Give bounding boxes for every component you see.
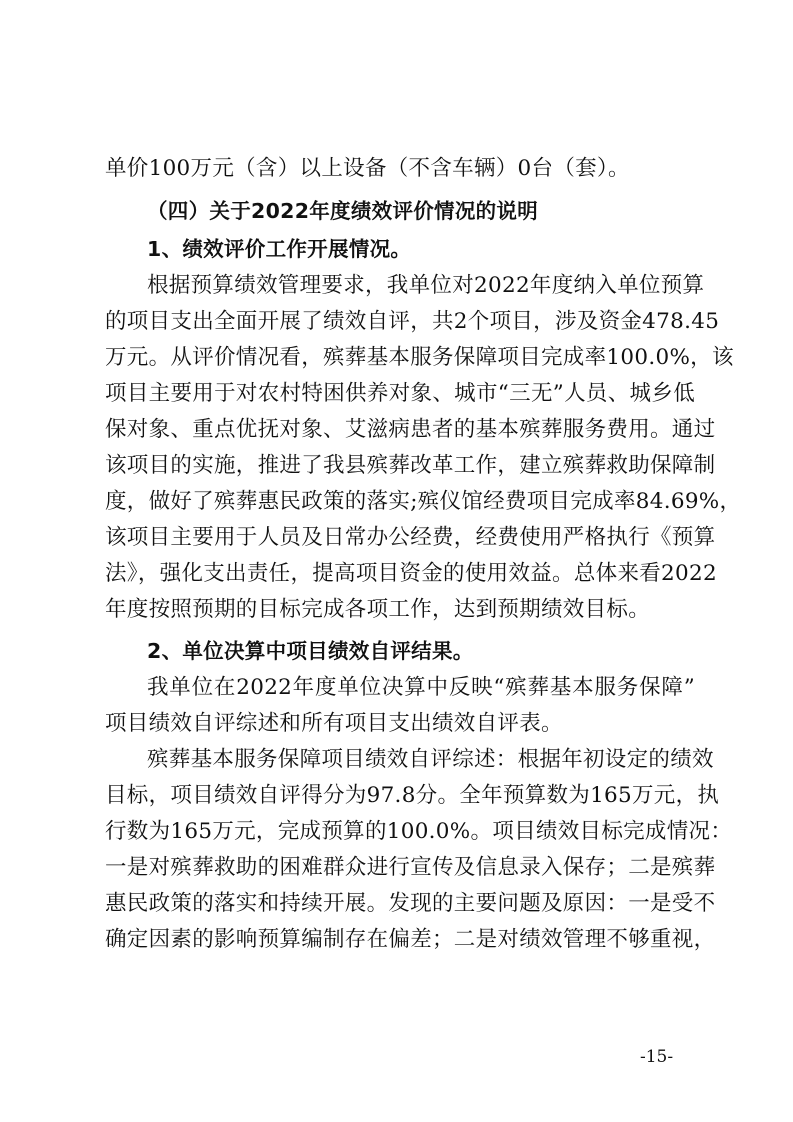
text-line: 该项目主要用于人员及日常办公经费，经费使用严格执行《预算 (105, 525, 716, 550)
subsection-heading: 1、绩效评价工作开展情况。 (147, 237, 412, 261)
text-line: 该项目的实施，推进了我县殡葬改革工作，建立殡葬救助保障制 (105, 453, 716, 478)
page-number: -15- (640, 1047, 674, 1067)
text-line: 目标，项目绩效自评得分为97.8分。全年预算数为165万元，执 (105, 783, 720, 808)
text-line: 根据预算绩效管理要求，我单位对2022年度纳入单位预算 (147, 273, 705, 298)
text-line: 保对象、重点优抚对象、艾滋病患者的基本殡葬服务费用。通过 (105, 417, 716, 442)
text-line: 项目主要用于对农村特困供养对象、城市“三无”人员、城乡低 (105, 381, 695, 406)
text-line: 度，做好了殡葬惠民政策的落实;殡仪馆经费项目完成率84.69%， (105, 489, 742, 514)
text-line: 年度按照预期的目标完成各项工作，达到预期绩效目标。 (105, 597, 651, 622)
text-line: 殡葬基本服务保障项目绩效自评综述：根据年初设定的绩效 (147, 747, 714, 772)
text-line: 法》，强化支出责任，提高项目资金的使用效益。总体来看2022 (105, 561, 717, 586)
text-line: 我单位在2022年度单位决算中反映“殡葬基本服务保障” (147, 675, 695, 700)
subsection-heading: 2、单位决算中项目绩效自评结果。 (147, 639, 474, 663)
text-line: 单价100万元（含）以上设备（不含车辆）0台（套）。 (105, 156, 630, 181)
text-line: 一是对殡葬救助的困难群众进行宣传及信息录入保存；二是殡葬 (105, 855, 716, 880)
text-line: 确定因素的影响预算编制存在偏差；二是对绩效管理不够重视， (105, 927, 716, 952)
text-line: 的项目支出全面开展了绩效自评，共2个项目，涉及资金478.45 (105, 309, 720, 334)
text-line: 惠民政策的落实和持续开展。发现的主要问题及原因：一是受不 (105, 891, 716, 916)
text-line: 万元。从评价情况看，殡葬基本服务保障项目完成率100.0%，该 (105, 345, 734, 370)
section-heading: （四）关于2022年度绩效评价情况的说明 (147, 199, 539, 223)
text-line: 项目绩效自评综述和所有项目支出绩效自评表。 (105, 711, 563, 736)
text-line: 行数为165万元，完成预算的100.0%。项目绩效目标完成情况： (105, 819, 733, 844)
